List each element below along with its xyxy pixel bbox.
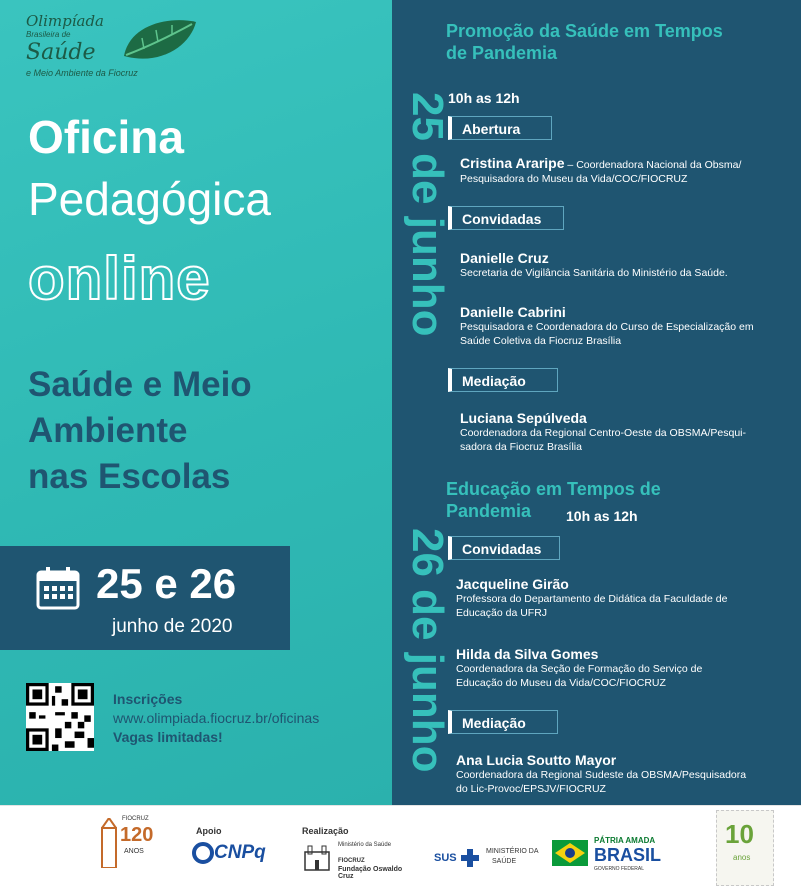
registration-note: Vagas limitadas! — [113, 729, 223, 745]
day1-tag-convidadas: Convidadas — [448, 206, 564, 230]
title-pedagogica: Pedagógica — [28, 173, 271, 225]
person-name: Danielle Cruz — [460, 250, 549, 266]
person-role: Educação do Museu da Vida/COC/FIOCRUZ — [456, 677, 666, 689]
day1-tag-abertura: Abertura — [448, 116, 552, 140]
patria-label: PÁTRIA AMADA — [594, 836, 656, 845]
day1-mediator — [460, 410, 746, 454]
day2-time: 10h as 12h — [566, 508, 638, 524]
event-month: junho de 2020 — [112, 616, 233, 637]
person-name: Danielle Cabrini — [460, 304, 566, 320]
brasil-gov-logo — [552, 836, 672, 876]
person-role: Secretaria de Vigilância Sanitária do Ministério da Saúde. — [460, 267, 728, 279]
day1-tag-mediacao: Mediação — [448, 368, 558, 392]
person-name: Ana Lucia Soutto Mayor — [456, 752, 617, 768]
sus-ministerio-logo — [434, 846, 544, 876]
logo-line3: Saúde — [26, 40, 96, 65]
day1-guest-2 — [460, 304, 754, 348]
person-name: Jacqueline Girão — [456, 576, 569, 592]
person-role: Pesquisadora e Coordenadora do Curso de Especialização em — [460, 321, 754, 333]
title-oficina: Oficina — [28, 111, 184, 163]
person-role: Saúde Coletiva da Fiocruz Brasília — [460, 335, 622, 347]
registration-info — [113, 690, 319, 747]
logo-line4: e Meio Ambiente da Fiocruz — [26, 68, 138, 78]
ten-years-label: anos — [733, 853, 751, 862]
person-role: Coordenadora da Seção de Formação do Serviço de — [456, 663, 703, 675]
person-role: – Coordenadora Nacional da Obsma/ — [564, 159, 742, 171]
ms-small-label: Ministério da Saúde — [338, 842, 392, 848]
fiocruz-small-label: FIOCRUZ — [338, 858, 365, 864]
brazil-flag-icon — [552, 840, 588, 866]
calendar-icon — [36, 566, 80, 610]
person-role: Coordenadora da Regional Sudeste da OBSMA/Pesquisadora — [456, 769, 747, 781]
event-dates: 25 e 26 — [96, 560, 237, 607]
leaf-icon — [120, 16, 200, 68]
fiocruz-logo — [302, 840, 412, 880]
day2-title-line: Pandemia — [446, 501, 532, 521]
day2-title-line: Educação em Tempos de — [446, 479, 661, 499]
day2-mediator — [456, 752, 746, 796]
realizacao-label: Realização — [302, 826, 349, 836]
logo-line2: Brasileira de — [26, 30, 71, 39]
person-role: Coordenadora da Regional Centro-Oeste da OBSMA/Pesqui- — [460, 427, 746, 439]
sus-label: SUS — [434, 852, 457, 864]
subtitle-line: Saúde e Meio — [28, 365, 252, 404]
castle-icon — [98, 818, 120, 868]
person-role: Pesquisadora do Museu da Vida/COC/FIOCRUZ — [460, 173, 688, 185]
date-box — [0, 546, 290, 650]
day1-title — [446, 20, 723, 64]
obsma-10-anos-logo — [716, 810, 774, 886]
ten-years-number: 10 — [725, 819, 754, 849]
cross-icon — [460, 848, 480, 868]
subtitle-line: nas Escolas — [28, 457, 231, 496]
day1-title-line: de Pandemia — [446, 43, 558, 63]
day2-guest-1 — [456, 576, 727, 620]
day2-vertical-date: 26 de junho — [403, 528, 452, 773]
brasil-label: BRASIL — [594, 845, 661, 865]
day1-vertical-date: 25 de junho — [403, 92, 452, 337]
person-role: do Lic-Provoc/EPSJV/FIOCRUZ — [456, 783, 606, 795]
sponsor-footer — [0, 805, 801, 890]
governo-label: GOVERNO FEDERAL — [594, 866, 645, 872]
person-name: Cristina Araripe — [460, 155, 565, 171]
day1-title-line: Promoção da Saúde em Tempos — [446, 21, 723, 41]
subtitle — [28, 362, 252, 500]
day1-time: 10h as 12h — [448, 90, 520, 106]
registration-link[interactable]: www.olimpiada.fiocruz.br/oficinas — [113, 710, 320, 726]
fiocruz-120-logo — [98, 814, 154, 884]
subtitle-line: Ambiente — [28, 411, 188, 450]
fiocruz-label: FIOCRUZ — [122, 816, 149, 822]
person-role: Educação da UFRJ — [456, 607, 548, 619]
person-name: Luciana Sepúlveda — [460, 410, 587, 426]
person-name: Hilda da Silva Gomes — [456, 646, 599, 662]
apoio-label: Apoio — [196, 826, 222, 836]
fiocruz-castle-icon — [302, 842, 332, 872]
fiocruz-120-number: 120 — [120, 824, 154, 846]
qr-code-icon[interactable] — [26, 683, 94, 751]
title-online: online — [28, 245, 211, 312]
day1-guest-1 — [460, 250, 728, 280]
day2-tag-mediacao: Mediação — [448, 710, 558, 734]
cnpq-icon — [192, 842, 214, 864]
registration-title: Inscrições — [113, 691, 183, 707]
fiocruz-120-sub: ANOS — [124, 848, 144, 855]
day1-opening — [460, 156, 790, 186]
logo-line1: Olimpíada — [26, 12, 105, 30]
ministerio-label: MINISTÉRIO DA — [486, 848, 539, 855]
saude-label: SAÚDE — [492, 858, 517, 865]
person-role: sadora da Fiocruz Brasília — [460, 441, 582, 453]
fundacao-label: Fundação Oswaldo Cruz — [338, 866, 403, 880]
cnpq-text: CNPq — [214, 842, 266, 863]
day2-tag-convidadas: Convidadas — [448, 536, 560, 560]
person-role: Professora do Departamento de Didática da Faculdade de — [456, 593, 728, 605]
day2-guest-2 — [456, 646, 702, 690]
obsma-logo — [24, 10, 194, 82]
